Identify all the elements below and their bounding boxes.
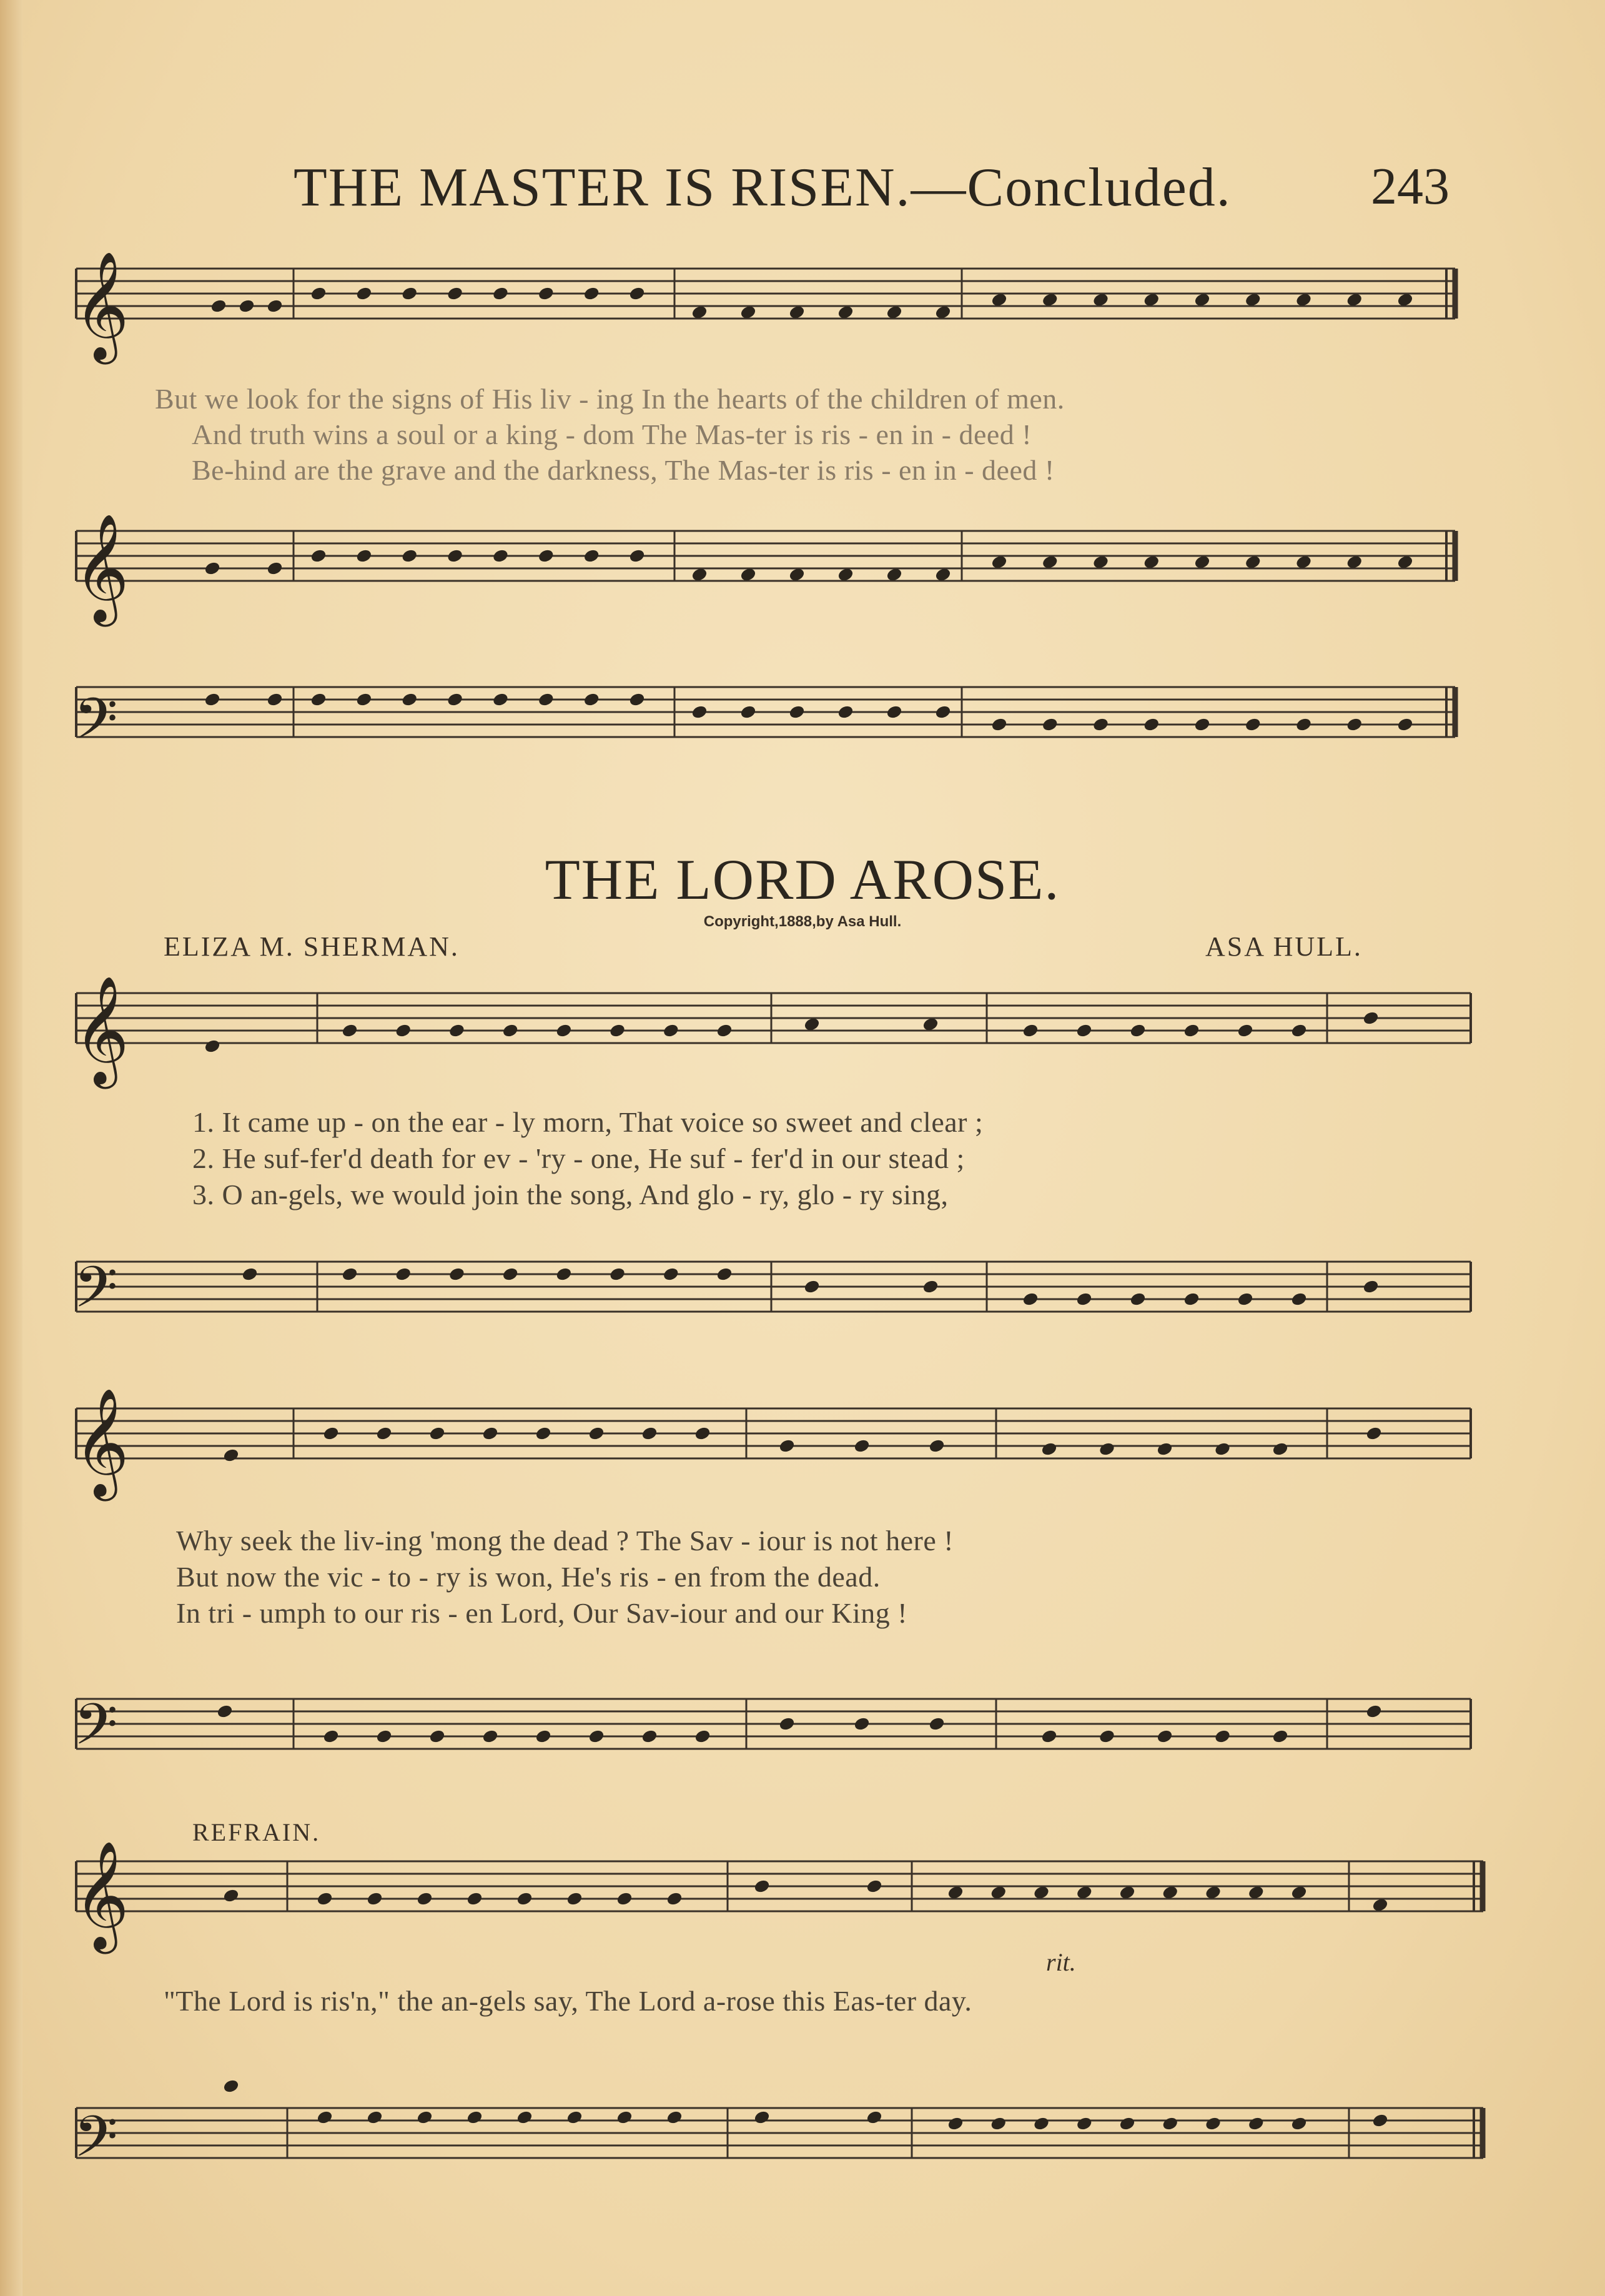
note-head [1205, 2116, 1222, 2131]
note-head [204, 561, 221, 576]
note-head [1194, 717, 1211, 732]
note-head [1076, 2116, 1093, 2131]
note-head [401, 548, 418, 563]
note-head [538, 548, 555, 563]
note-head [376, 1729, 393, 1744]
note-head [1162, 2116, 1178, 2131]
note-head [538, 692, 555, 707]
note-head [1157, 1442, 1173, 1457]
note-head [367, 2110, 383, 2125]
bass-clef-icon: 𝄢 [74, 1691, 118, 1771]
note-head [886, 567, 903, 582]
note-head [616, 2110, 633, 2125]
note-head [716, 1023, 733, 1038]
note-head [317, 2110, 333, 2125]
note-head [401, 692, 418, 707]
note-head [210, 299, 227, 314]
note-head [991, 717, 1008, 732]
note-head [223, 1888, 240, 1903]
note-head [1119, 2116, 1136, 2131]
note-head [395, 1023, 412, 1038]
note-head [429, 1426, 446, 1441]
bass-clef-icon: 𝄢 [74, 2104, 118, 2184]
note-head [1162, 1885, 1178, 1900]
note-head [1042, 717, 1059, 732]
note-head [1372, 1898, 1389, 1913]
note-head [1245, 292, 1262, 307]
note-head [990, 2116, 1007, 2131]
note-head [502, 1023, 519, 1038]
page-number: 243 [1371, 157, 1449, 215]
note-head [1205, 1885, 1222, 1900]
note-head [694, 1426, 711, 1441]
note-head [1248, 1885, 1265, 1900]
note-head [535, 1426, 552, 1441]
note-head [356, 692, 373, 707]
note-head [641, 1729, 658, 1744]
note-head [342, 1267, 358, 1282]
note-head [448, 1267, 465, 1282]
note-head [356, 286, 373, 301]
note-head [629, 548, 646, 563]
note-head [467, 2110, 483, 2125]
note-head [1291, 1292, 1308, 1307]
note-head [1076, 1292, 1093, 1307]
note-head [448, 1023, 465, 1038]
note-head [367, 1891, 383, 1906]
note-head [1272, 1729, 1289, 1744]
treble-clef-icon: 𝄞 [74, 1388, 129, 1497]
note-head [1041, 1729, 1058, 1744]
note-head [242, 1267, 259, 1282]
note-head [1041, 1442, 1058, 1457]
verse-lyric-line: 2. He suf-fer'd death for ev - 'ry - one, He suf - fer'd in our stead ; [192, 1142, 965, 1174]
note-head [609, 1023, 626, 1038]
note-head [1022, 1023, 1039, 1038]
bass-clef-icon: 𝄢 [74, 1254, 118, 1334]
note-head [376, 1426, 393, 1441]
refrain-label: REFRAIN. [192, 1818, 321, 1846]
note-head [663, 1267, 679, 1282]
treble-clef-icon: 𝄞 [74, 251, 129, 360]
lyricist-credit: ELIZA M. SHERMAN. [164, 931, 460, 962]
note-head [866, 2110, 883, 2125]
note-head [447, 286, 463, 301]
note-head [535, 1729, 552, 1744]
note-head [779, 1716, 796, 1731]
note-head [588, 1426, 605, 1441]
note-head [886, 305, 903, 320]
note-head [609, 1267, 626, 1282]
note-head [629, 286, 646, 301]
note-head [1143, 292, 1160, 307]
note-head [583, 692, 600, 707]
note-head [1143, 717, 1160, 732]
note-head [1363, 1279, 1380, 1294]
note-head [1033, 1885, 1050, 1900]
note-head [1092, 292, 1109, 307]
note-head [1245, 717, 1262, 732]
note-head [666, 2110, 683, 2125]
note-head [1092, 717, 1109, 732]
note-head [1143, 555, 1160, 570]
lyric-line: Be-hind are the grave and the darkness, The Mas-ter is ris - en in - deed ! [192, 454, 1055, 486]
note-head [492, 548, 509, 563]
note-head [929, 1438, 946, 1453]
note-head [789, 567, 806, 582]
note-head [691, 705, 708, 720]
treble-clef-icon: 𝄞 [74, 1841, 129, 1949]
note-head [691, 567, 708, 582]
note-head [837, 567, 854, 582]
note-head [754, 2110, 771, 2125]
note-head [1042, 292, 1059, 307]
note-head [1366, 1426, 1383, 1441]
note-head [310, 286, 327, 301]
note-head [1214, 1729, 1231, 1744]
note-head [641, 1426, 658, 1441]
note-head [947, 1885, 964, 1900]
note-head [1194, 292, 1211, 307]
note-head [583, 286, 600, 301]
note-head [1397, 717, 1414, 732]
treble-clef-icon: 𝄞 [74, 976, 129, 1084]
note-head [886, 705, 903, 720]
note-head [342, 1023, 358, 1038]
note-head [492, 286, 509, 301]
note-head [1363, 1011, 1380, 1026]
note-head [516, 2110, 533, 2125]
note-head [502, 1267, 519, 1282]
note-head [1295, 292, 1312, 307]
note-head [1248, 2116, 1265, 2131]
verse-lyric-line: In tri - umph to our ris - en Lord, Our Sav-iour and our King ! [176, 1597, 908, 1629]
verse-lyric-line: 3. O an-gels, we would join the song, And glo - ry, glo - ry sing, [192, 1179, 949, 1210]
note-head [854, 1716, 871, 1731]
treble-clef-icon: 𝄞 [74, 513, 129, 622]
note-head [691, 305, 708, 320]
note-head [1397, 555, 1414, 570]
note-head [854, 1438, 871, 1453]
note-head [417, 1891, 433, 1906]
note-head [1237, 1023, 1254, 1038]
note-head [1291, 1023, 1308, 1038]
refrain-lyric-line: "The Lord is ris'n," the an-gels say, The Lord a-rose this Eas-ter day. [164, 1985, 972, 2017]
note-head [1033, 2116, 1050, 2131]
note-head [789, 705, 806, 720]
note-head [538, 286, 555, 301]
composer-credit: ASA HULL. [1205, 931, 1363, 962]
note-head [1157, 1729, 1173, 1744]
note-head [740, 705, 757, 720]
note-head [492, 692, 509, 707]
verse-lyric-line: But now the vic - to - ry is won, He's ris - en from the dead. [176, 1561, 881, 1593]
note-head [1397, 292, 1414, 307]
note-head [1291, 1885, 1308, 1900]
note-head [779, 1438, 796, 1453]
note-head [740, 567, 757, 582]
copyright-notice: Copyright,1888,by Asa Hull. [703, 913, 902, 930]
note-head [482, 1729, 499, 1744]
note-head [267, 692, 284, 707]
song-title: THE LORD AROSE. [545, 848, 1060, 911]
note-head [1099, 1442, 1115, 1457]
note-head [789, 305, 806, 320]
note-head [1119, 1885, 1136, 1900]
note-head [556, 1267, 573, 1282]
note-head [583, 548, 600, 563]
note-head [716, 1267, 733, 1282]
note-head [922, 1279, 939, 1294]
note-head [947, 2116, 964, 2131]
note-head [429, 1729, 446, 1744]
note-head [310, 548, 327, 563]
note-head [694, 1729, 711, 1744]
note-head [616, 1891, 633, 1906]
note-head [447, 692, 463, 707]
note-head [204, 692, 221, 707]
tempo-marking: rit. [1046, 1948, 1076, 1976]
note-head [323, 1729, 340, 1744]
note-head [991, 292, 1008, 307]
note-head [1346, 292, 1363, 307]
note-head [929, 1716, 946, 1731]
note-head [223, 2079, 240, 2094]
note-head [223, 1448, 240, 1463]
note-head [1245, 555, 1262, 570]
note-head [1130, 1292, 1147, 1307]
note-head [804, 1017, 821, 1032]
note-head [935, 705, 952, 720]
lyric-line: And truth wins a soul or a king - dom The Mas-ter is ris - en in - deed ! [192, 418, 1032, 450]
note-head [417, 2110, 433, 2125]
note-head [516, 1891, 533, 1906]
note-head [566, 2110, 583, 2125]
note-head [740, 305, 757, 320]
note-head [666, 1891, 683, 1906]
note-head [482, 1426, 499, 1441]
note-head [204, 1039, 221, 1054]
note-head [317, 1891, 333, 1906]
note-head [267, 561, 284, 576]
note-head [1237, 1292, 1254, 1307]
note-head [1295, 555, 1312, 570]
note-head [1295, 717, 1312, 732]
note-head [217, 1704, 234, 1719]
note-head [1183, 1292, 1200, 1307]
bass-clef-icon: 𝄢 [74, 686, 118, 766]
note-head [804, 1279, 821, 1294]
note-head [1214, 1442, 1231, 1457]
note-head [922, 1017, 939, 1032]
note-head [1272, 1442, 1289, 1457]
lyric-line: But we look for the signs of His liv - ing In the hearts of the children of men. [155, 383, 1065, 415]
note-head [310, 692, 327, 707]
note-head [1346, 555, 1363, 570]
note-head [1291, 2116, 1308, 2131]
note-head [1042, 555, 1059, 570]
note-head [588, 1729, 605, 1744]
note-head [1099, 1729, 1115, 1744]
note-head [990, 1885, 1007, 1900]
note-head [935, 567, 952, 582]
note-head [1194, 555, 1211, 570]
note-head [1022, 1292, 1039, 1307]
note-head [837, 305, 854, 320]
note-head [1346, 717, 1363, 732]
note-head [1183, 1023, 1200, 1038]
note-head [467, 1891, 483, 1906]
note-head [267, 299, 284, 314]
note-head [447, 548, 463, 563]
verse-lyric-line: 1. It came up - on the ear - ly morn, That voice so sweet and clear ; [192, 1106, 984, 1138]
note-head [1092, 555, 1109, 570]
note-head [754, 1879, 771, 1894]
note-head [1076, 1023, 1093, 1038]
note-head [935, 305, 952, 320]
note-head [566, 1891, 583, 1906]
note-head [663, 1023, 679, 1038]
note-head [866, 1879, 883, 1894]
note-head [991, 555, 1008, 570]
note-head [239, 299, 255, 314]
note-head [323, 1426, 340, 1441]
note-head [1372, 2113, 1389, 2128]
note-head [1130, 1023, 1147, 1038]
note-head [356, 548, 373, 563]
page-header-title: THE MASTER IS RISEN.—Concluded. [294, 157, 1232, 218]
note-head [629, 692, 646, 707]
note-head [1076, 1885, 1093, 1900]
note-head [837, 705, 854, 720]
note-head [395, 1267, 412, 1282]
note-head [1366, 1704, 1383, 1719]
note-head [556, 1023, 573, 1038]
note-head [401, 286, 418, 301]
verse-lyric-line: Why seek the liv-ing 'mong the dead ? The Sav - iour is not here ! [176, 1525, 954, 1556]
